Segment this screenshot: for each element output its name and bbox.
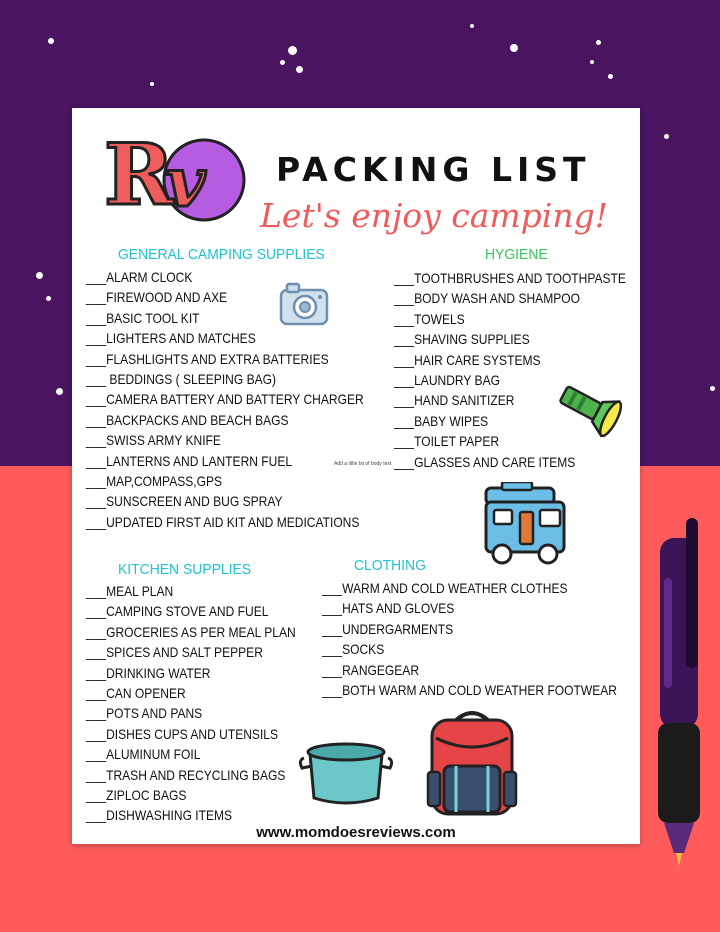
section-title-clothing: CLOTHING (354, 558, 426, 574)
page-subtitle: Let's enjoy camping! (260, 196, 608, 235)
list-item: ___DISHES CUPS AND UTENSILS (86, 725, 279, 742)
list-item: ___BABY WIPES (394, 412, 489, 429)
cooking-pot-icon (298, 736, 394, 808)
list-item: ___TRASH AND RECYCLING BAGS (86, 766, 286, 783)
list-item: ___WARM AND COLD WEATHER CLOTHES (322, 580, 568, 596)
list-item: ___TOILET PAPER (394, 433, 500, 450)
list-item: ___LAUNDRY BAG (394, 371, 500, 388)
kitchen-supplies-list (86, 581, 330, 826)
pen-icon (650, 518, 710, 868)
list-item: ___TOOTHBRUSHES AND TOOTHPASTE (394, 270, 626, 286)
list-item: ___UPDATED FIRST AID KIT AND MEDICATIONS (86, 513, 360, 530)
placeholder-note: Add a little bit of body text (334, 461, 392, 467)
list-item: ___FLASHLIGHTS AND EXTRA BATTERIES (86, 350, 329, 367)
section-title-general: GENERAL CAMPING SUPPLIES (118, 247, 325, 263)
general-supplies-list (86, 267, 409, 532)
list-item: ___HAND SANITIZER (394, 392, 515, 409)
list-item: ___FIREWOOD AND AXE (86, 289, 228, 306)
page-title: PACKING LIST (276, 150, 591, 189)
list-item: ___LIGHTERS AND MATCHES (86, 330, 256, 347)
list-item: ___SOCKS (322, 641, 385, 658)
list-item: ___DISHWASHING ITEMS (86, 807, 233, 824)
list-item: ___POTS AND PANS (86, 705, 203, 722)
flashlight-icon (556, 378, 628, 440)
list-item: ___BASIC TOOL KIT (86, 309, 200, 326)
rv-camper-icon (482, 482, 568, 570)
list-item: ___BODY WASH AND SHAMPOO (394, 290, 581, 307)
list-item: ___BACKPACKS AND BEACH BAGS (86, 411, 289, 428)
rv-logo (102, 124, 252, 224)
hygiene-list (394, 268, 664, 472)
list-item: ___SHAVING SUPPLIES (394, 331, 530, 348)
list-item: ___TOWELS (394, 310, 465, 327)
list-item: ___DRINKING WATER (86, 664, 211, 681)
website-footer: www.momdoesreviews.com (256, 824, 456, 841)
list-item: ___CAN OPENER (86, 684, 186, 701)
list-item: ___SUNSCREEN AND BUG SPRAY (86, 493, 283, 510)
packing-list-sheet (72, 108, 640, 844)
list-item: ___MAP,COMPASS,GPS (86, 472, 223, 489)
list-item: ___GROCERIES AS PER MEAL PLAN (86, 623, 296, 640)
list-item: ___LANTERNS AND LANTERN FUEL (86, 452, 293, 469)
section-title-kitchen: KITCHEN SUPPLIES (118, 562, 252, 578)
list-item: ___SPICES AND SALT PEPPER (86, 644, 263, 661)
list-item: ___RANGEGEAR (322, 661, 420, 678)
list-item: ___SWISS ARMY KNIFE (86, 432, 221, 449)
list-item: ___GLASSES AND CARE ITEMS (394, 453, 576, 470)
list-item: ___BOTH WARM AND COLD WEATHER FOOTWEAR (322, 681, 618, 698)
list-item: ___MEAL PLAN (86, 583, 174, 599)
list-item: ___ZIPLOC BAGS (86, 786, 187, 803)
list-item: ___CAMERA BATTERY AND BATTERY CHARGER (86, 391, 364, 408)
list-item: ___HATS AND GLOVES (322, 600, 455, 617)
clothing-list (322, 578, 665, 700)
list-item: ___HAIR CARE SYSTEMS (394, 351, 541, 368)
list-item: ___ALUMINUM FOIL (86, 746, 201, 763)
list-item: ___UNDERGARMENTS (322, 620, 454, 637)
backpack-icon (426, 708, 518, 818)
camera-icon (278, 278, 330, 330)
svg-text:v: v (166, 143, 206, 223)
list-item: ___ALARM CLOCK (86, 269, 193, 285)
section-title-hygiene: HYGIENE (485, 247, 548, 263)
svg-text:R: R (104, 125, 174, 224)
list-item: ___CAMPING STOVE AND FUEL (86, 603, 269, 620)
list-item: ___ BEDDINGS ( SLEEPING BAG) (86, 370, 277, 387)
